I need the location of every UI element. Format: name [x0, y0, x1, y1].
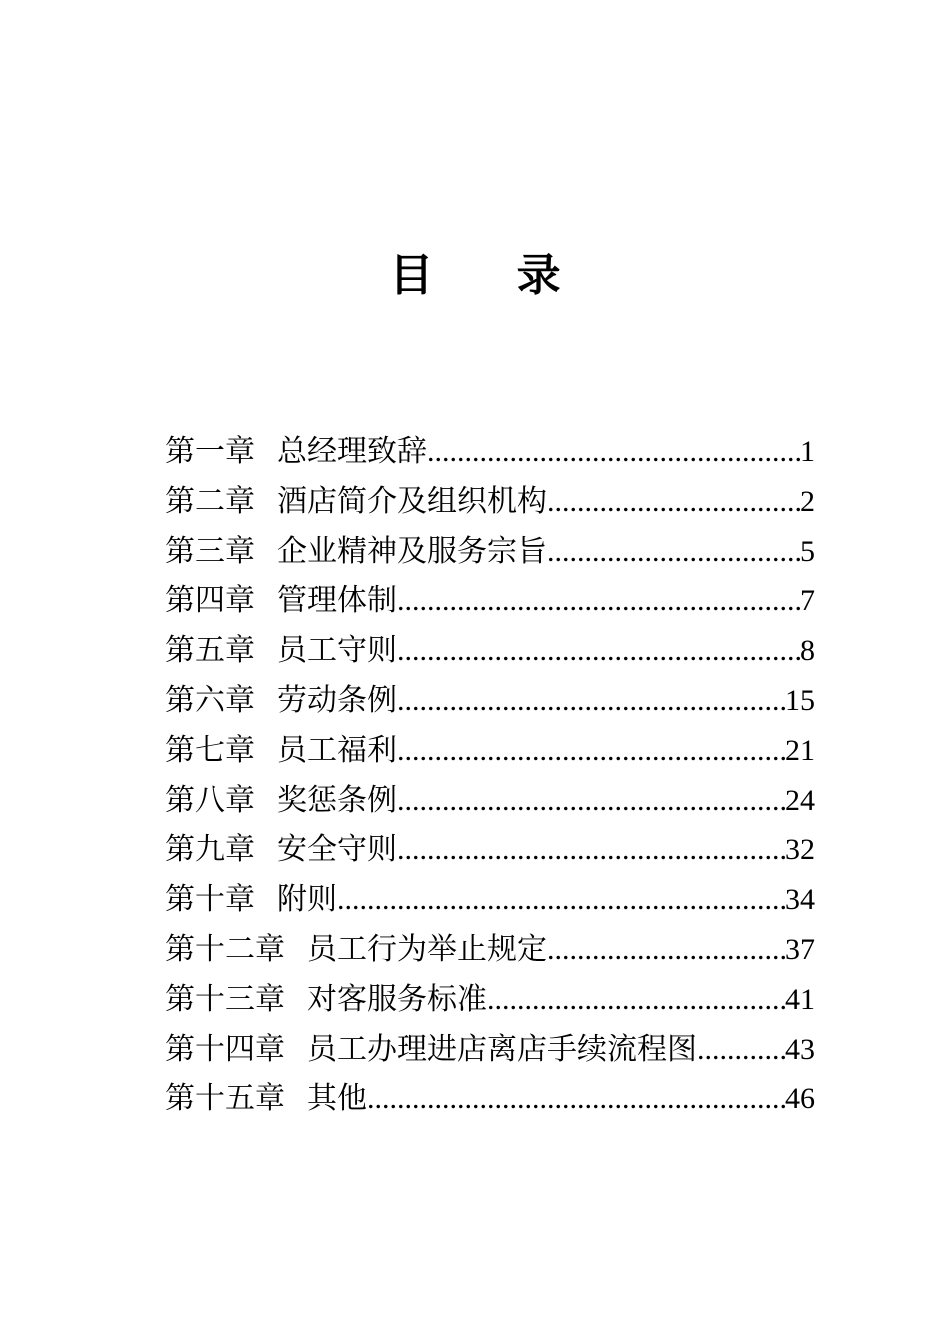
toc-entry-chapter-6[interactable] — [165, 676, 815, 726]
toc-entry-chapter-7[interactable] — [165, 726, 815, 776]
toc-dot-leader — [547, 477, 800, 527]
toc-chapter-name: 酒店简介及组织机构 — [277, 483, 547, 519]
toc-dot-leader — [397, 726, 785, 776]
toc-dot-leader — [397, 776, 785, 826]
toc-chapter-name: 附则 — [277, 882, 337, 918]
toc-entry-chapter-14[interactable] — [165, 1025, 815, 1075]
toc-entry-chapter-1[interactable] — [165, 427, 815, 477]
toc-chapter-name: 员工办理进店离店手续流程图 — [307, 1031, 697, 1067]
toc-page-number: 2 — [800, 484, 815, 518]
toc-chapter-name: 员工福利 — [277, 732, 397, 768]
toc-chapter-name: 总经理致辞 — [277, 434, 427, 469]
toc-dot-leader — [487, 975, 785, 1025]
toc-chapter-number: 第八章 — [165, 782, 255, 818]
toc-dot-leader — [367, 1074, 785, 1124]
toc-entry-chapter-4[interactable] — [165, 576, 815, 626]
toc-chapter-number: 第四章 — [165, 583, 255, 619]
toc-dot-leader — [397, 676, 785, 726]
toc-page-number: 7 — [800, 584, 815, 618]
toc-page-number: 5 — [800, 534, 815, 568]
toc-chapter-number: 第十五章 — [165, 1081, 285, 1117]
toc-chapter-name: 员工行为举止规定 — [307, 931, 547, 967]
toc-title: 目 录 — [389, 250, 595, 301]
toc-chapter-number: 第十四章 — [165, 1031, 285, 1067]
table-of-contents — [165, 427, 815, 1124]
toc-entry-chapter-10[interactable] — [165, 875, 815, 925]
toc-page-number: 32 — [785, 833, 815, 867]
toc-chapter-number: 第二章 — [165, 483, 255, 519]
toc-page-number: 21 — [785, 733, 815, 767]
toc-chapter-number: 第六章 — [165, 682, 255, 718]
toc-chapter-number: 第一章 — [165, 434, 255, 469]
toc-dot-leader — [397, 825, 785, 875]
toc-chapter-number: 第十章 — [165, 882, 255, 918]
toc-chapter-number: 第九章 — [165, 832, 255, 868]
toc-entry-chapter-2[interactable] — [165, 477, 815, 527]
toc-page-number: 8 — [800, 634, 815, 668]
toc-page-number: 1 — [800, 435, 815, 468]
toc-chapter-name: 对客服务标准 — [307, 981, 487, 1017]
toc-chapter-name: 企业精神及服务宗旨 — [277, 533, 547, 569]
toc-dot-leader — [337, 875, 785, 925]
toc-chapter-name: 员工守则 — [277, 633, 397, 669]
toc-chapter-number: 第三章 — [165, 533, 255, 569]
toc-entry-chapter-15[interactable] — [165, 1074, 815, 1124]
toc-dot-leader — [427, 427, 800, 477]
toc-dot-leader — [397, 626, 800, 676]
toc-entry-chapter-3[interactable] — [165, 527, 815, 577]
toc-dot-leader — [547, 925, 785, 975]
toc-entry-chapter-13[interactable] — [165, 975, 815, 1025]
toc-chapter-name: 安全守则 — [277, 832, 397, 868]
toc-page-number: 24 — [785, 783, 815, 817]
toc-page-number: 37 — [785, 932, 815, 966]
toc-chapter-name: 劳动条例 — [277, 682, 397, 718]
toc-chapter-number: 第十二章 — [165, 931, 285, 967]
toc-entry-chapter-12[interactable] — [165, 925, 815, 975]
toc-chapter-name: 奖惩条例 — [277, 782, 397, 818]
toc-entry-chapter-5[interactable] — [165, 626, 815, 676]
toc-chapter-number: 第五章 — [165, 633, 255, 669]
toc-chapter-number: 第十三章 — [165, 981, 285, 1017]
toc-dot-leader — [697, 1025, 785, 1075]
toc-dot-leader — [547, 527, 800, 577]
toc-chapter-name: 管理体制 — [277, 583, 397, 619]
toc-dot-leader — [397, 576, 800, 626]
toc-chapter-name: 其他 — [307, 1081, 367, 1117]
toc-entry-chapter-9[interactable] — [165, 825, 815, 875]
toc-entry-chapter-8[interactable] — [165, 776, 815, 826]
toc-page-number: 46 — [785, 1082, 815, 1116]
toc-page-number: 41 — [785, 982, 815, 1016]
toc-page-number: 15 — [785, 683, 815, 717]
toc-page-number: 34 — [785, 883, 815, 917]
toc-page-number: 43 — [785, 1032, 815, 1066]
toc-chapter-number: 第七章 — [165, 732, 255, 768]
